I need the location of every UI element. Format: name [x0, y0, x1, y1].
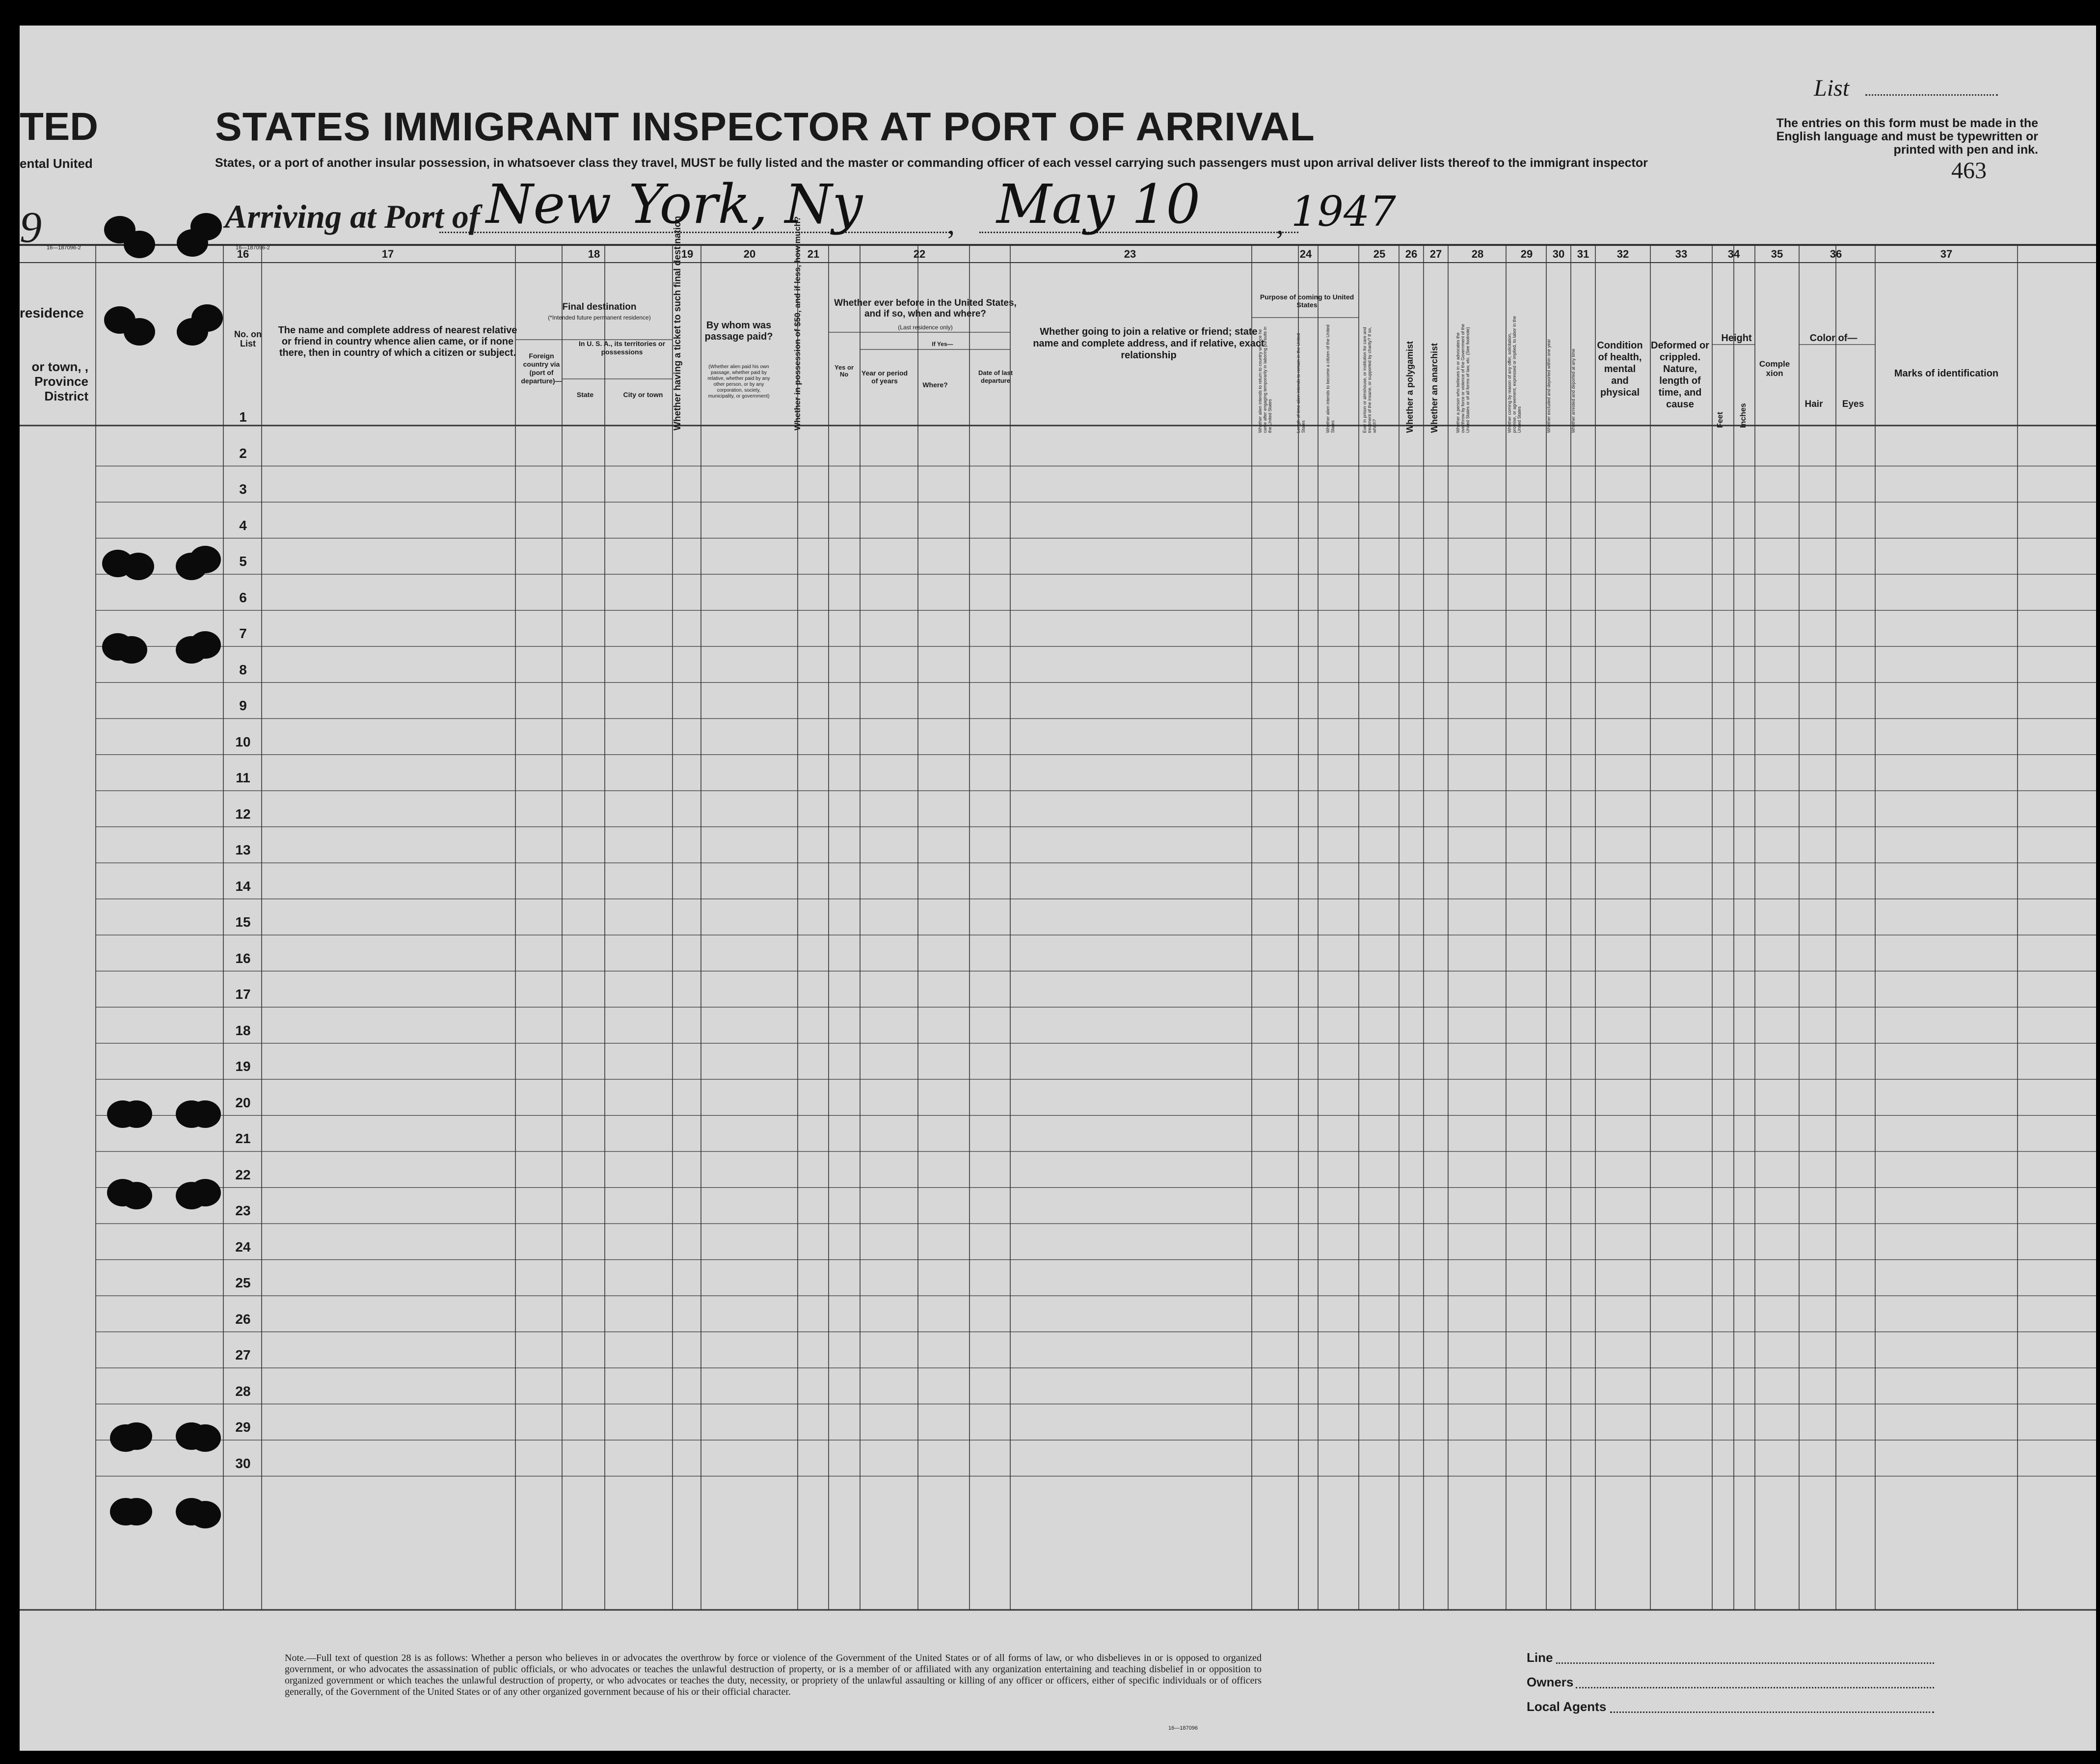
row-number: 29	[235, 1419, 251, 1435]
col34-title: Height	[1721, 333, 1752, 344]
row-number: 20	[235, 1095, 251, 1110]
row-number: 17	[235, 987, 251, 1002]
arriving-label: Arriving at Port of	[225, 198, 480, 235]
year-handwritten: 1947	[1291, 187, 1396, 236]
print-code-right: 16—187096-2	[236, 245, 270, 251]
col18-sub: (*Intended future permanent residence)	[548, 314, 651, 321]
left-number-fragment: 9	[20, 203, 42, 252]
col19-header: Whether having a ticket to such final destination	[673, 215, 683, 430]
row-number: 4	[239, 517, 247, 533]
owners-field[interactable]	[1576, 1687, 1934, 1688]
col36-title: Color of—	[1809, 333, 1858, 344]
column-number: 26	[1405, 248, 1418, 260]
punch-hole	[190, 213, 222, 241]
row-number: 16	[235, 950, 251, 966]
punch-hole	[121, 1182, 152, 1209]
punch-hole	[189, 631, 221, 659]
residence-label: residence	[20, 305, 84, 321]
row-number: 3	[239, 481, 247, 497]
row-number: 1	[239, 409, 247, 425]
column-number: 22	[913, 248, 926, 260]
comma-2: ,	[1276, 208, 1284, 240]
town-label: or town, , Province District	[31, 359, 88, 403]
col24-c: Whether alien intends to become a citizen of the United States	[1325, 324, 1335, 433]
row-number: 14	[235, 878, 251, 894]
column-number: 19	[681, 248, 694, 260]
col31-header: Whether arrested and deported at any time	[1571, 348, 1576, 433]
col18-state: State	[576, 391, 594, 399]
column-number: 25	[1373, 248, 1386, 260]
col34-feet: Feet	[1716, 412, 1724, 428]
page-title: STATES IMMIGRANT INSPECTOR AT PORT OF ARRIVAL	[215, 105, 1315, 149]
row-number: 13	[235, 842, 251, 857]
row-number: 12	[235, 806, 251, 822]
punch-hole	[116, 636, 147, 664]
col33-header: Deformed or crippled. Nature, length of time, and cause	[1651, 340, 1709, 410]
row-number: 25	[235, 1275, 251, 1290]
no-on-list-header: No. on List	[234, 329, 262, 348]
col22-sub: (Last residence only)	[898, 324, 953, 331]
col29-header: Whether coming by reason of any offer, solicitation, promise, or agreement, expressed or implied, to labor in the United States	[1507, 316, 1522, 433]
agents-label: Local Agents	[1527, 1699, 1607, 1714]
row-number: 26	[235, 1311, 251, 1327]
column-number: 36	[1830, 248, 1842, 260]
row-number: 15	[235, 914, 251, 930]
row-number: 7	[239, 626, 247, 641]
col24-a: Whether alien intends to return to country whence he came after engaging temporarily in laboring pursuits in the United States	[1258, 326, 1272, 433]
punch-hole	[191, 304, 223, 332]
row-number: 28	[235, 1383, 251, 1399]
instruction-text: States, or a port of another insular possession, in whatsoever class they travel, MUST be fully listed and the master or commanding officer of each vessel carrying such passengers must upon arrival deliver lists thereof to the immigrant inspector	[215, 156, 1648, 170]
immigration-manifest-sheet	[20, 26, 2096, 1751]
col20-sub: (Whether alien paid his own passage, whether paid by relative, whether paid by any other person, or by any corporation, society, municipality, or government)	[707, 364, 770, 399]
punch-hole	[189, 1501, 221, 1528]
col37-header: Marks of identification	[1894, 368, 1999, 379]
row-number: 5	[239, 554, 247, 569]
col34-inches: Inches	[1739, 403, 1748, 428]
col22-date: Date of last departure	[978, 369, 1013, 384]
column-number: 33	[1675, 248, 1688, 260]
col23-header: Whether going to join a relative or friend; state name and complete address, and if relative, exact relationship	[1033, 326, 1265, 361]
owners-label: Owners	[1527, 1675, 1574, 1689]
col22-yesno: Yes or No	[834, 364, 854, 378]
column-number: 16	[237, 248, 249, 260]
col18-title: Final destination	[562, 302, 637, 312]
column-number: 21	[807, 248, 820, 260]
row-number: 30	[235, 1455, 251, 1471]
row-number: 2	[239, 445, 247, 461]
col22-where: Where?	[922, 381, 948, 389]
column-number: 29	[1520, 248, 1533, 260]
col18-usa: In U. S. A., its territories or possessions	[578, 340, 666, 356]
col21-header: Whether in possession of $50, and if less, how much?	[793, 216, 802, 430]
column-number: 30	[1552, 248, 1565, 260]
punch-hole	[189, 546, 221, 573]
column-number: 17	[381, 248, 394, 260]
row-number: 21	[235, 1131, 251, 1146]
col26-header: Whether a polygamist	[1405, 341, 1415, 433]
print-code-left: 16—187096-2	[47, 245, 81, 251]
row-number: 18	[235, 1022, 251, 1038]
print-code-bottom: 16—187096	[1168, 1725, 1198, 1731]
col36-eyes: Eyes	[1842, 399, 1864, 409]
col36-hair: Hair	[1804, 399, 1823, 409]
left-title-fragment: TED	[20, 105, 98, 148]
row-number: 19	[235, 1059, 251, 1074]
row-number: 11	[236, 770, 250, 785]
punch-hole	[124, 318, 155, 346]
row-number: 22	[235, 1167, 251, 1182]
col22-ifyes: If Yes—	[932, 341, 953, 347]
line-field[interactable]	[1556, 1662, 1934, 1664]
col22-title: Whether ever before in the United States, and if so, when and where?	[834, 298, 1017, 319]
column-number: 37	[1940, 248, 1953, 260]
punch-hole	[121, 1422, 152, 1450]
col24-b: Length of time alien intends to remain in the United States	[1296, 333, 1306, 433]
col18-city: City or town	[623, 391, 663, 399]
footnote: Note.—Full text of question 28 is as follows: Whether a person who believes in or advocates the overthrow by force or violence of the Government of the United States or of all forms of law, or who disbelieves in or is opposed to organized government, or who advocates the assassination of public officials, or who advocates or teaches the unlawful destruction of property, or is a member of or affiliated with any organization entertaining and teaching disbelief in or opposition to organized government or which teaches the unlawful destruction of property, or who advocates or teaches the duty, necessity, or propriety of the unlawful assaulting or killing of any officer or officers, either of specific individuals or of officers generally, of the Government of the United States or of any other organized government because of his or their official character.	[285, 1653, 1262, 1697]
col17-header: The name and complete address of nearest relative or friend in country whence alien came, or if none there, then in country of which a citizen or subject.	[278, 325, 517, 358]
col18-foreign: Foreign country via (port of departure)—	[521, 352, 562, 385]
punch-hole	[189, 1100, 221, 1128]
punch-hole	[121, 1100, 152, 1128]
col25-header: Ever in prison or almshouse, or institution for care and treatment of the insane, or supported by charity? If so, which?	[1362, 327, 1377, 433]
col35-header: Complexion	[1759, 359, 1790, 378]
side-note: The entries on this form must be made in the English language and must be typewritten or printed with pen and ink.	[1776, 116, 2038, 157]
col27-header: Whether an anarchist	[1429, 343, 1439, 433]
row-number: 27	[235, 1347, 251, 1363]
col24-title: Purpose of coming to United States	[1260, 293, 1354, 309]
row-number: 23	[235, 1203, 251, 1218]
column-number: 34	[1727, 248, 1740, 260]
col20-title: By whom was passage paid?	[704, 320, 773, 342]
punch-hole	[121, 1498, 152, 1525]
column-number: 32	[1616, 248, 1629, 260]
punch-hole	[123, 553, 154, 580]
col30-header: Whether excluded and deported within one year	[1546, 339, 1551, 433]
port-handwritten: New York, Ny	[486, 173, 863, 236]
date-handwritten: May 10	[996, 173, 1201, 236]
punch-hole	[189, 1179, 221, 1206]
col22-year: Year or period of years	[861, 369, 908, 385]
row-number: 24	[235, 1239, 251, 1255]
row-number: 9	[239, 698, 247, 713]
comma-1: ,	[947, 208, 955, 240]
left-sub-fragment: ental United	[20, 156, 93, 171]
row-number: 6	[239, 589, 247, 605]
column-number: 27	[1429, 248, 1442, 260]
column-number: 23	[1124, 248, 1136, 260]
col32-header: Condition of health, mental and physical	[1597, 340, 1643, 398]
column-number: 28	[1471, 248, 1484, 260]
column-number: 31	[1577, 248, 1589, 260]
punch-hole	[189, 1424, 221, 1452]
agents-field[interactable]	[1610, 1711, 1934, 1713]
line-label: Line	[1527, 1650, 1553, 1665]
column-number: 35	[1771, 248, 1783, 260]
column-number: 20	[743, 248, 756, 260]
column-number: 24	[1299, 248, 1312, 260]
row-number: 8	[239, 662, 247, 677]
list-label: List	[1814, 75, 1850, 101]
row-number: 10	[235, 734, 251, 749]
col28-header: Whether a person who believes in or advocates the overthrow by force or violence of the Government of the United States or of all forms of law, etc. (See footnote)	[1455, 323, 1470, 433]
column-number: 18	[588, 248, 600, 260]
punch-hole	[124, 231, 155, 258]
page-number: 463	[1951, 158, 1987, 184]
table-grid	[20, 26, 2096, 1751]
